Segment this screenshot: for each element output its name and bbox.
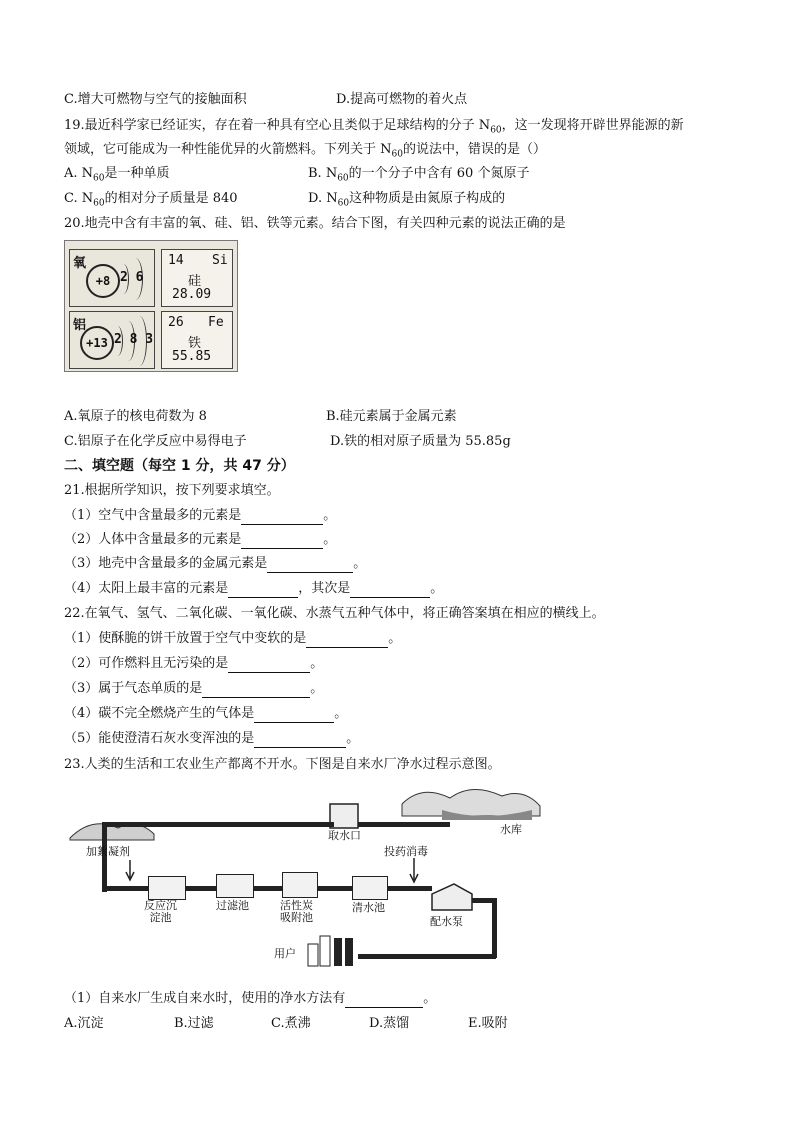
answer-blank[interactable] (202, 683, 310, 698)
building-icon (308, 944, 318, 966)
q23-option-a: A.沉淀 (64, 1016, 104, 1031)
intake-label: 取水口 (328, 829, 361, 842)
answer-blank[interactable] (228, 658, 310, 673)
iron-mass: 55.85 (172, 349, 212, 364)
q21-item-2: （2）人体中含量最多的元素是 。 (64, 532, 337, 547)
clear-water-tank (352, 876, 388, 900)
q20-option-d: D.铁的相对原子质量为 55.85g (330, 434, 511, 449)
carbon-tank (282, 872, 318, 898)
answer-blank[interactable] (267, 558, 353, 573)
q23-stem: 23.人类的生活和工农业生产都离不开水。下图是自来水厂净水过程示意图。 (64, 757, 501, 772)
oxygen-label: 氧 (73, 256, 87, 271)
arrow-down-icon (126, 860, 134, 880)
filter-tank (216, 874, 254, 898)
answer-blank[interactable] (254, 733, 346, 748)
iron-card (161, 311, 233, 369)
pipe (358, 822, 450, 827)
element-figure (64, 240, 238, 372)
silicon-mass: 28.09 (172, 287, 212, 302)
mountain-icon (402, 789, 540, 816)
building-icon (334, 938, 342, 966)
q19-option-a: A. $N_{60}$是一种单质 (64, 166, 170, 184)
pipe (358, 954, 496, 959)
q18-option-c: C.增大可燃物与空气的接触面积 (64, 92, 247, 107)
water-treatment-diagram (62, 776, 552, 976)
aluminum-nucleus: +13 (80, 326, 114, 360)
q22-item-4: （4）碳不完全燃烧产生的气体是 。 (64, 706, 348, 721)
silicon-number: 14 (168, 253, 184, 268)
q20-option-b: B.硅元素属于金属元素 (326, 409, 457, 424)
oxygen-nucleus: +8 (86, 264, 120, 298)
pipe (492, 898, 497, 958)
sedimentation-label: 反应沉 淀池 (144, 899, 177, 924)
intake-box-icon (330, 804, 358, 828)
q19-stem-line1: 19.最近科学家已经证实，存在着一种具有空心且类似于足球结构的分子 $N_{60}$，这一发现将开辟世界能源的新 (64, 118, 684, 136)
clear-water-label: 清水池 (352, 901, 385, 914)
pump-icon (432, 884, 472, 910)
aluminum-shells: 2 8 3 (114, 332, 154, 347)
q20-stem: 20.地壳中含有丰富的氧、硅、铝、铁等元素。结合下图，有关四种元素的说法正确的是 (64, 216, 566, 231)
answer-blank[interactable] (345, 993, 423, 1008)
q19-option-b: B. $N_{60}$的一个分子中含有 60 个氮原子 (308, 166, 530, 184)
coagulant-label: 加絮凝剂 (86, 845, 130, 858)
reservoir-label: 水库 (500, 823, 522, 836)
pump-label: 配水泵 (430, 915, 463, 928)
iron-name: 铁 (188, 336, 202, 351)
aluminum-cell (69, 311, 155, 369)
q22-item-1: （1）使酥脆的饼干放置于空气中变软的是 。 (64, 631, 402, 646)
carbon-label: 活性炭 吸附池 (280, 899, 313, 924)
building-icon (345, 938, 353, 966)
answer-blank[interactable] (306, 633, 388, 648)
silicon-card (161, 249, 233, 307)
q19-stem-line2: 领域，它可能成为一种性能优异的火箭燃料。下列关于 $N_{60}$的说法中，错误的是（） (64, 142, 546, 160)
answer-blank[interactable] (350, 583, 430, 598)
building-icon (320, 936, 330, 966)
iron-number: 26 (168, 315, 184, 330)
sedimentation-tank (148, 876, 186, 900)
q19-option-d: D. $N_{60}$这种物质是由氮原子构成的 (308, 191, 506, 209)
answer-blank[interactable] (241, 510, 323, 525)
answer-blank[interactable] (241, 534, 323, 549)
q22-item-2: （2）可作燃料且无污染的是 。 (64, 656, 324, 671)
q23-item-1: （1）自来水厂生成自来水时，使用的净水方法有 。 (64, 991, 437, 1006)
q20-option-a: A.氧原子的核电荷数为 8 (64, 409, 207, 424)
arrow-down-icon (410, 858, 418, 882)
aluminum-label: 铝 (73, 318, 87, 333)
q22-item-5: （5）能使澄清石灰水变浑浊的是 。 (64, 731, 360, 746)
silicon-symbol: Si (212, 253, 228, 268)
iron-symbol: Fe (208, 315, 224, 330)
q22-item-3: （3）属于气态单质的是 。 (64, 681, 324, 696)
user-label: 用户 (274, 947, 296, 960)
q21-item-3: （3）地壳中含量最多的金属元素是 。 (64, 556, 367, 571)
silicon-name: 硅 (188, 274, 202, 289)
q22-stem: 22.在氧气、氢气、二氧化碳、一氧化碳、水蒸气五种气体中，将正确答案填在相应的横线上。 (64, 606, 605, 621)
q18-option-d: D.提高可燃物的着火点 (336, 92, 468, 107)
q23-option-d: D.蒸馏 (369, 1016, 410, 1031)
oxygen-shells: 2 6 (120, 270, 144, 285)
q23-option-b: B.过滤 (174, 1016, 214, 1031)
q20-option-c: C.铝原子在化学反应中易得电子 (64, 434, 247, 449)
q21-item-4: （4）太阳上最丰富的元素是 ，其次是 。 (64, 581, 444, 596)
filter-label: 过滤池 (216, 899, 249, 912)
oxygen-cell (69, 249, 155, 307)
q23-option-e: E.吸附 (468, 1016, 508, 1031)
answer-blank[interactable] (228, 583, 298, 598)
q23-option-c: C.煮沸 (271, 1016, 311, 1031)
section-title: 二、填空题（每空 1 分，共 47 分） (64, 458, 295, 474)
q21-item-1: （1）空气中含量最多的元素是 。 (64, 508, 337, 523)
q21-stem: 21.根据所学知识，按下列要求填空。 (64, 483, 280, 498)
disinfect-label: 投药消毒 (384, 845, 428, 858)
pipe (102, 822, 334, 827)
q19-option-c: C. $N_{60}$的相对分子质量是 840 (64, 191, 238, 209)
answer-blank[interactable] (254, 708, 334, 723)
